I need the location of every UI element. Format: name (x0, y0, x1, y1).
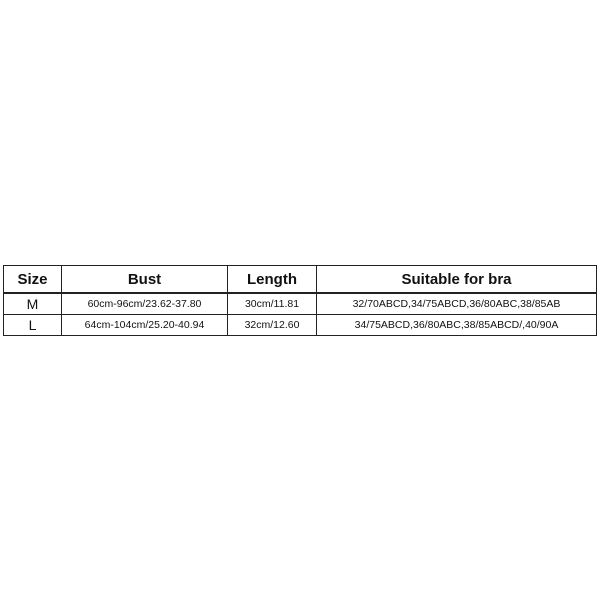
size-cell: M (4, 293, 62, 315)
length-cell: 32cm/12.60 (228, 315, 317, 336)
header-suitable-for-bra: Suitable for bra (317, 266, 597, 294)
table-header-row (4, 266, 597, 294)
header-size: Size (4, 266, 62, 294)
table-row (4, 293, 597, 315)
size-cell: L (4, 315, 62, 336)
length-cell: 30cm/11.81 (228, 293, 317, 315)
header-length: Length (228, 266, 317, 294)
bust-cell: 64cm-104cm/25.20-40.94 (62, 315, 228, 336)
bust-cell: 60cm-96cm/23.62-37.80 (62, 293, 228, 315)
header-bust: Bust (62, 266, 228, 294)
bra-cell: 34/75ABCD,36/80ABC,38/85ABCD/,40/90A (317, 315, 597, 336)
size-chart-table (3, 265, 597, 336)
bra-cell: 32/70ABCD,34/75ABCD,36/80ABC,38/85AB (317, 293, 597, 315)
table-row (4, 315, 597, 336)
